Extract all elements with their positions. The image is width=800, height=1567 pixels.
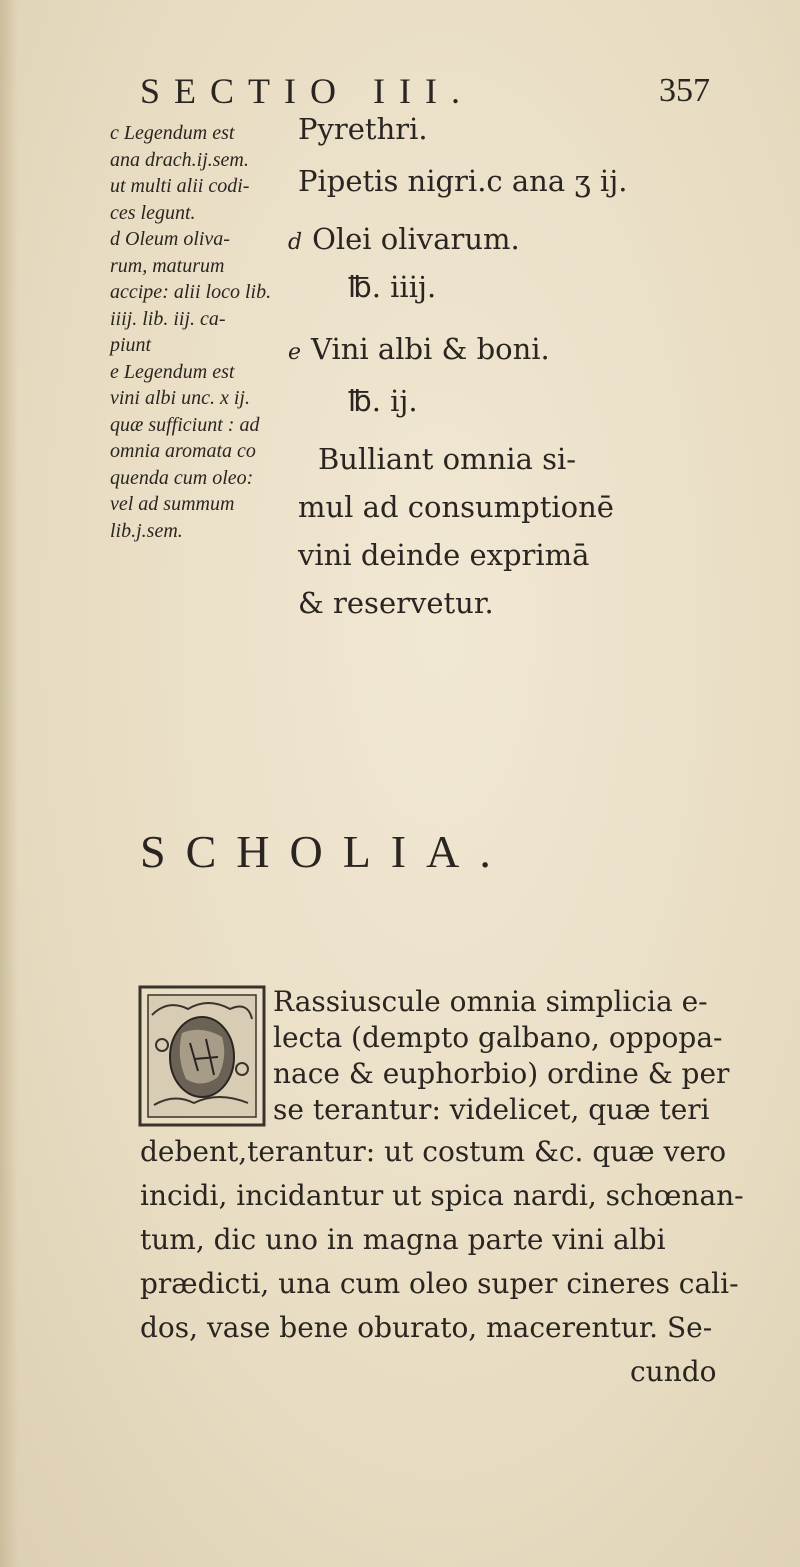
margin-note-line: accipe: alii loco lib. <box>110 281 272 303</box>
margin-note-line: e Legendum est <box>110 360 235 383</box>
margin-note-line: quenda cum oleo: <box>110 466 254 489</box>
margin-note-line: lib.j.sem. <box>110 519 183 542</box>
recipe-line <box>288 586 494 620</box>
margin-note-line: ut multi alii codi- <box>110 175 250 197</box>
recipe-line-text: Pipetis nigri.c ana ʒ ij. <box>298 164 628 198</box>
weight-line-text: ℔. iiij. <box>348 270 437 304</box>
margin-note-line: rum, maturum <box>110 254 225 277</box>
margin-note-line: d Oleum oliva- <box>110 228 230 250</box>
catchword: cundo <box>630 1355 717 1388</box>
margin-note-line: c Legendum est <box>110 122 235 144</box>
decorated-initial-icon <box>138 985 266 1127</box>
recipe-line-text: mul ad consumptionē <box>298 490 614 524</box>
margin-note-line: vel ad summum <box>110 493 235 515</box>
recipe-line <box>288 490 614 524</box>
note-marker: d <box>288 230 303 255</box>
margin-note-line: ces legunt. <box>110 201 196 224</box>
margin-note-line: vini albi unc. x ij. <box>110 387 250 409</box>
recipe-line <box>288 112 428 146</box>
body-line: lecta (dempto galbano, oppopa- <box>273 1021 723 1054</box>
recipe-line-text: vini deinde exprimā <box>298 538 590 572</box>
recipe-line <box>288 222 520 256</box>
recipe-line-text: Pyrethri. <box>298 112 428 146</box>
body-line: incidi, incidantur ut spica nardi, schœnan- <box>140 1179 744 1212</box>
body-line: dos, vase bene oburato, macerentur. Se- <box>140 1311 713 1344</box>
note-marker: e <box>288 340 302 365</box>
recipe-line-text: & reservetur. <box>298 586 494 620</box>
body-line: nace & euphorbio) ordine & per <box>273 1057 730 1090</box>
body-line: se terantur: videlicet, quæ teri <box>273 1093 710 1126</box>
recipe-line-text: Bulliant omnia si- <box>318 442 577 476</box>
body-line: debent,terantur: ut costum &c. quæ vero <box>140 1135 727 1168</box>
body-line: Rassiuscule omnia simplicia e- <box>273 985 708 1018</box>
recipe-line <box>308 442 576 476</box>
margin-note-line: quæ sufficiunt : ad <box>110 413 260 436</box>
margin-note-line: ana drach.ij.sem. <box>110 148 249 171</box>
margin-note-line: iiij. lib. iij. ca- <box>110 307 226 330</box>
margin-note-line: piunt <box>110 334 152 356</box>
body-line: tum, dic uno in magna parte vini albi <box>140 1223 666 1256</box>
page-header <box>140 70 710 118</box>
recipe-line <box>288 164 627 198</box>
recipe-line <box>338 270 436 304</box>
margin-notes <box>110 120 272 544</box>
recipe-line <box>288 538 589 572</box>
page-gutter <box>0 0 18 1567</box>
weight-line-text: ℔. ij. <box>348 384 418 418</box>
recipe-line-text: Vini albi & boni. <box>311 332 550 366</box>
page-number: 357 <box>659 72 710 109</box>
recipe-line <box>338 384 418 418</box>
recipe-line <box>288 332 550 366</box>
scholia-heading: SCHOLIA. <box>140 826 511 877</box>
recipe-line-text: Olei olivarum. <box>312 222 520 256</box>
running-head: SECTIO III. <box>140 71 474 111</box>
body-line: prædicti, una cum oleo super cineres cali- <box>140 1267 739 1300</box>
margin-note-line: omnia aromata co <box>110 440 256 462</box>
